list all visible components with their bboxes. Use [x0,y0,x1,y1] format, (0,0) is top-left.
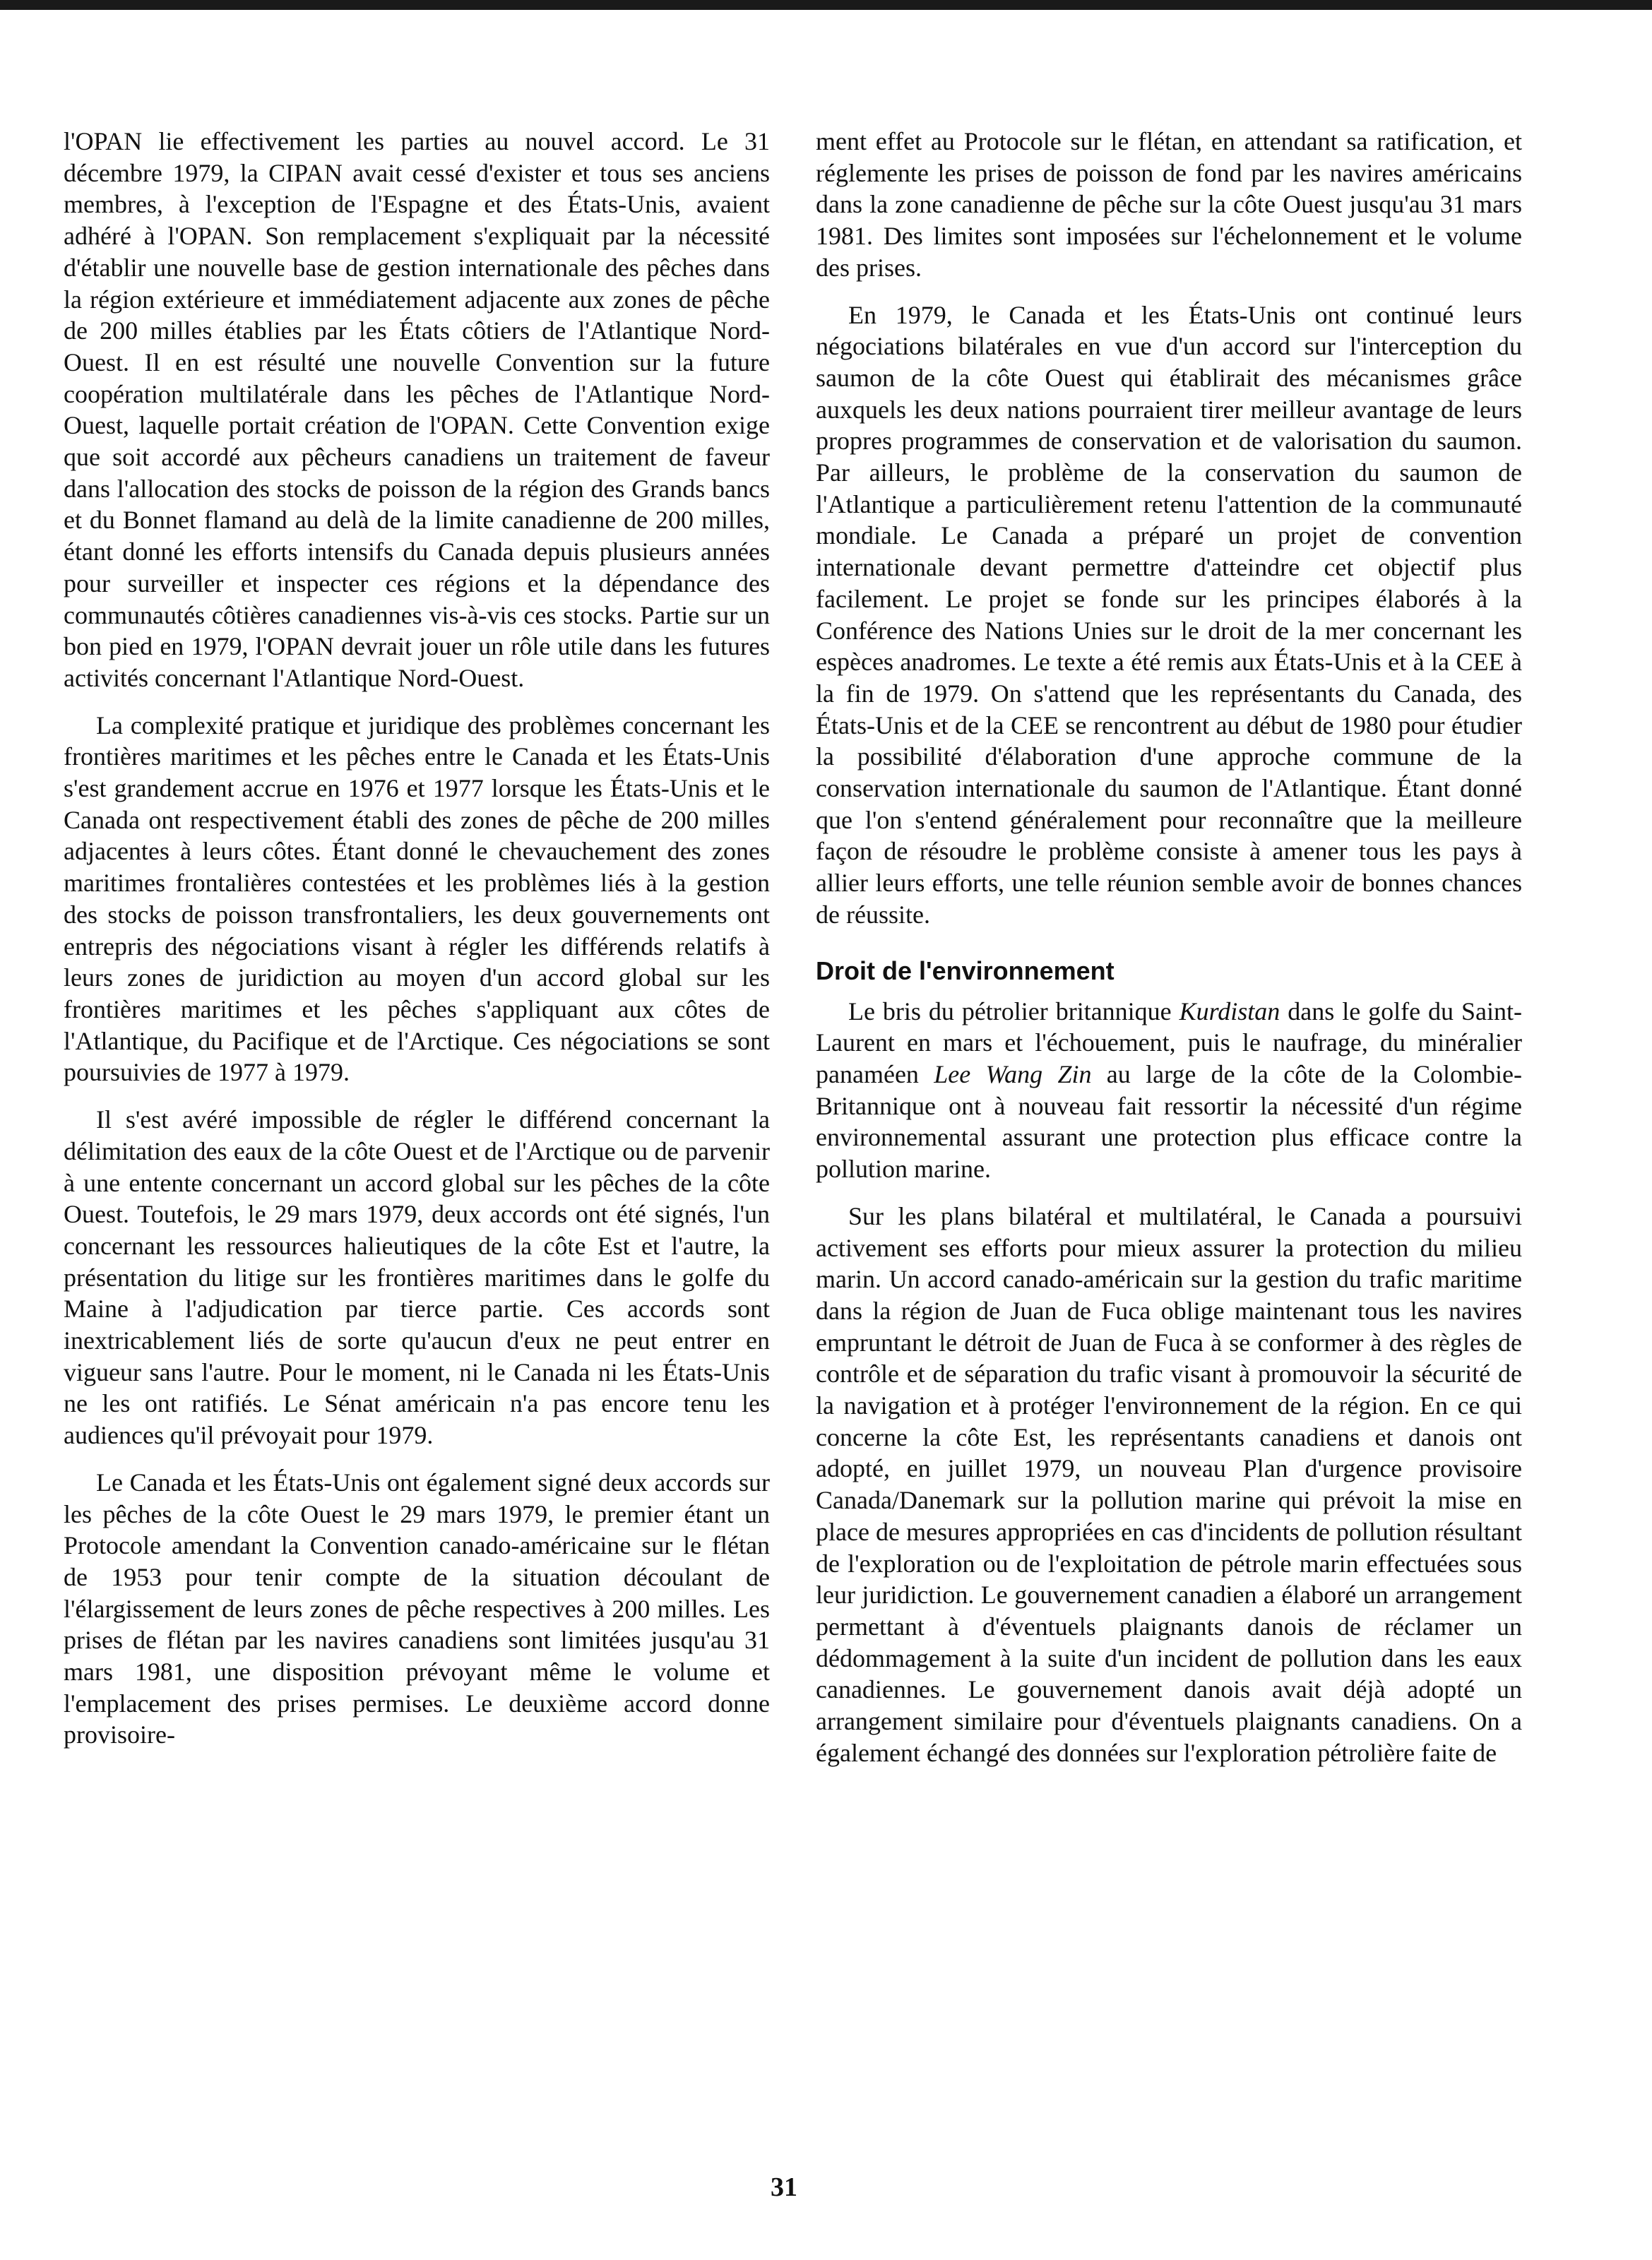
oil-spills-text-1: Le bris du pétrolier britannique [848,997,1179,1025]
paragraph-halibut-accords: Le Canada et les États-Unis ont également signé deux accords sur les pêches de la côte Ouest le 29 mars 1979, le premier étant un Protocole amendant la Convention canado-américaine sur le flétan de 1953 pour tenir compte de la situation découlant de l'élargissement de leurs zones de pêche respectives à 200 milles. Les prises de flétan par les navires canadiens sont limitées jusqu'au 31 mars 1981, une disposition prévoyant même le volume et l'emplacement des prises permises. Le deuxième accord donne provisoire- [64,1468,770,1749]
paragraph-oil-spills [816,996,1522,1185]
paragraph-maritime-boundaries: La complexité pratique et juridique des problèmes concernant les frontières maritimes et les pêches entre le Canada et les États-Unis s'est grandement accrue en 1976 et 1977 lorsque les États-Unis et le Canada ont respectivement établi des zones de pêche de 200 milles adjacentes à leurs côtes. Étant donné le chevauchement des zones maritimes frontalières contestées et les problèmes liés à la gestion des stocks de poisson transfrontaliers, les deux gouvernements ont entrepris des négociations visant à régler les différends relatifs à leurs zones de juridiction au moyen d'un accord global sur les frontières maritimes et les pêches s'appliquant aux côtes de l'Atlantique, du Pacifique et de l'Arctique. Ces négociations se sont poursuivies de 1977 à 1979. [64,710,770,1087]
paragraph-opan: l'OPAN lie effectivement les parties au nouvel accord. Le 31 décembre 1979, la CIPAN avait cessé d'exister et tous ses anciens membres, à l'exception de l'Espagne et des États-Unis, avaient adhéré à l'OPAN. Son remplacement s'expliquait par la nécessité d'établir une nouvelle base de gestion internationale des pêches dans la région extérieure et immédiatement adjacente aux zones de pêche de 200 milles établies par les États côtiers de l'Atlantique Nord-Ouest. Il en est résulté une nouvelle Convention sur la future coopération multilatérale dans les pêches de l'Atlantique Nord-Ouest, laquelle portait création de l'OPAN. Cette Convention exige que soit accordé aux pêcheurs canadiens un traitement de faveur dans l'allocation des stocks de poisson de la région des Grands bancs et du Bonnet flamand au delà de la limite canadienne de 200 milles, étant donné les efforts intensifs du Canada depuis plusieurs années pour surveiller et inspecter ces régions et la dépendance des communautés côtières canadiennes vis-à-vis ces stocks. Partie sur un bon pied en 1979, l'OPAN devrait jouer un rôle utile dans les futures activités concernant l'Atlantique Nord-Ouest. [64,127,770,692]
oil-spills-text-3: au large de la côte de la Colombie-Britannique ont à nouveau fait ressortir la nécessité d'un régime environnemental assurant une protection plus efficace contre la pollution marine. [816,1059,1523,1184]
page-number: 31 [771,2172,797,2202]
paragraph-west-coast-dispute: Il s'est avéré impossible de régler le différend concernant la délimitation des eaux de la côte Ouest et de l'Arctique ou de parvenir à une entente concernant un accord global sur les pêches de la côte Ouest. Toutefois, le 29 mars 1979, deux accords ont été signés, l'un concernant les ressources halieutiques de la côte Est et l'autre, la présentation du litige sur les frontières maritimes dans le golfe du Maine à l'adjudication par tierce partie. Ces accords sont inextricablement liés de sorte qu'aucun d'eux ne peut entrer en vigueur sans l'autre. Pour le moment, ni le Canada ni les États-Unis ne les ont ratifiés. Le Sénat américain n'a pas encore tenu les audiences qu'il prévoyait pour 1979. [64,1105,770,1450]
paragraph-halibut-continued: ment effet au Protocole sur le flétan, en attendant sa ratification, et réglemente les prises de poisson de fond par les navires américains dans la zone canadienne de pêche sur la côte Ouest jusqu'au 31 mars 1981. Des limites sont imposées sur l'échelonnement et le volume des prises. [816,127,1522,282]
ship-name-kurdistan: Kurdistan [1179,997,1280,1025]
left-column [64,126,770,1751]
section-heading-environment: Droit de l'environnement [816,956,1115,985]
oil-spills-text-2: dans le golfe du Saint-Laurent en mars et l'échouement, puis le naufrage, du minéralier panaméen [816,997,1522,1088]
paragraph-marine-protection: Sur les plans bilatéral et multilatéral, le Canada a poursuivi activement ses efforts pour mieux assurer la protection du milieu marin. Un accord canado-américain sur la gestion du trafic maritime dans la région de Juan de Fuca oblige maintenant tous les navires empruntant le détroit de Juan de Fuca à se conformer à des règles de contrôle et de séparation du trafic visant à promouvoir la sécurité de la navigation et à protéger l'environnement de la région. En ce qui concerne la côte Est, les représentants canadiens et danois ont adopté, en juillet 1979, un nouveau Plan d'urgence provisoire Canada/Danemark sur la pollution marine qui prévoit la mise en place de mesures appropriées en cas d'incidents de pollution résultant de l'exploration ou de l'exploitation de pétrole marin effectuées sous leur juridiction. Le gouvernement canadien a élaboré un arrangement permettant à d'éventuels plaignants danois de réclamer un dédommagement à la suite d'un incident de pollution dans les eaux canadiennes. Le gouvernement danois avait déjà adopté un arrangement similaire pour d'éventuels plaignants canadiens. On a également échangé des données sur l'exploration pétrolière faite de [816,1201,1522,1767]
top-border [0,0,1652,10]
paragraph-salmon-negotiations: En 1979, le Canada et les États-Unis ont continué leurs négociations bilatérales en vue d'un accord sur l'interception du saumon de la côte Ouest qui établirait des mécanismes grâce auxquels les deux nations pourraient tirer meilleur avantage de leurs propres programmes de conservation et de valorisation du saumon. Par ailleurs, le problème de la conservation du saumon de l'Atlantique a particulièrement retenu l'attention de la communauté mondiale. Le Canada a préparé un projet de convention internationale devant permettre d'atteindre cet objectif plus facilement. Le projet se fonde sur les principes élaborés à la Conférence des Nations Unies sur le droit de la mer concernant les espèces anadromes. Le texte a été remis aux États-Unis et à la CEE à la fin de 1979. On s'attend que les représentants du Canada, des États-Unis et de la CEE se rencontrent au début de 1980 pour étudier la possibilité d'élaboration d'une approche commune de la conservation internationale du saumon de l'Atlantique. Étant donné que l'on s'entend généralement pour reconnaître que la meilleure façon de résoudre le problème consiste à amener tous les pays à allier leurs efforts, une telle réunion semble avoir de bonnes chances de réussite. [816,300,1522,929]
right-column [816,126,1522,1768]
ship-name-lee-wang-zin: Lee Wang Zin [934,1059,1092,1088]
